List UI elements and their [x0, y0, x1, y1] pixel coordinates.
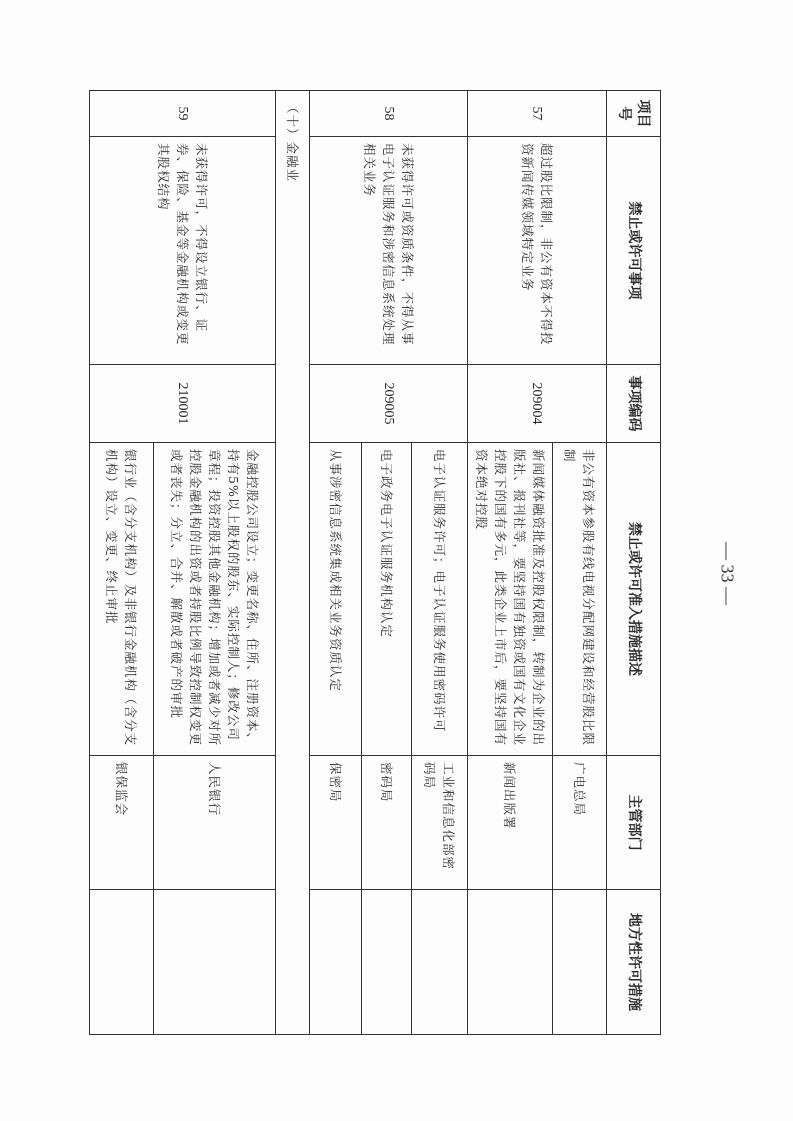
row-57-item: 超过股比限制，非公有资本不得投资新闻传媒领域特定业务	[468, 137, 607, 365]
row-59-code: 210001	[90, 365, 276, 443]
row-58-local-3	[310, 890, 362, 1035]
header-code: 事项编码	[607, 365, 661, 443]
page-number-area	[711, 525, 743, 625]
row-59-local-1	[154, 890, 276, 1035]
table-row	[154, 91, 276, 1035]
header-item-no: 项目号	[607, 91, 661, 137]
section-row	[276, 91, 310, 1035]
row-59-no: 59	[90, 91, 276, 137]
table-row	[412, 91, 468, 1035]
header-local: 地方性许可措施	[607, 890, 661, 1035]
row-58-local-2	[362, 890, 412, 1035]
rotated-table-frame	[95, 90, 661, 1034]
row-58-measure-1: 电子认证服务许可；电子认证服务使用密码许可	[412, 443, 468, 756]
row-59-dept-1: 人民银行	[154, 756, 276, 890]
row-58-code: 209005	[310, 365, 468, 443]
row-57-measure-2: 新闻媒体融资批准及控股权限制，转制为企业的出版社、报刊社等，要坚持国有独资或国有文化企业控股下的国有多元，此类企业上市后，要坚持国有资本绝对控股	[468, 443, 553, 756]
row-57-local-1	[553, 890, 607, 1035]
row-59-item: 未获得许可，不得设立银行、证券、保险、基金等金融机构或变更其股权结构	[90, 137, 276, 365]
section-title: （十）金融业	[276, 91, 310, 1035]
row-58-dept-2: 密码局	[362, 756, 412, 890]
header-row	[607, 91, 661, 1035]
row-59-measure-2: 银行业（含分支机构）及非银行金融机构（含分支机构）设立、变更、终止审批	[90, 443, 154, 756]
row-57-measure-1: 非公有资本参股有线电视分配网建设和经营股比限制	[553, 443, 607, 756]
row-59-dept-2: 银保监会	[90, 756, 154, 890]
row-58-dept-1: 工业和信息化部密码局	[412, 756, 468, 890]
row-57-dept-2: 新闻出版署	[468, 756, 553, 890]
row-58-measure-2: 电子政务电子认证服务机构认定	[362, 443, 412, 756]
table-row	[553, 91, 607, 1035]
row-58-item: 未获得许可或资质条件，不得从事电子认证服务和涉密信息系统处理相关业务	[310, 137, 468, 365]
row-57-dept-1: 广电总局	[553, 756, 607, 890]
permit-table	[89, 90, 661, 1035]
row-58-measure-3: 从事涉密信息系统集成相关业务资质认定	[310, 443, 362, 756]
header-dept: 主管部门	[607, 756, 661, 890]
row-58-no: 58	[310, 91, 468, 137]
row-58-dept-3: 保密局	[310, 756, 362, 890]
row-58-local-1	[412, 890, 468, 1035]
page-number: — 33 —	[717, 542, 738, 605]
row-59-local-2	[90, 890, 154, 1035]
row-57-local-2	[468, 890, 553, 1035]
row-57-no: 57	[468, 91, 607, 137]
row-57-code: 209004	[468, 365, 607, 443]
header-measure: 禁止或许可准入措施描述	[607, 443, 661, 756]
row-59-measure-1: 金融控股公司设立；变更名称、住所、注册资本、持有5%以上股权的股东、实际控制人；修改公司章程；投资控股其他金融机构；增加或者减少对所控股金融机构的出资或者持股比例导致控制权变更或者丧失；分立、合并、解散或者破产的审批	[154, 443, 276, 756]
header-item: 禁止或许可事项	[607, 137, 661, 365]
